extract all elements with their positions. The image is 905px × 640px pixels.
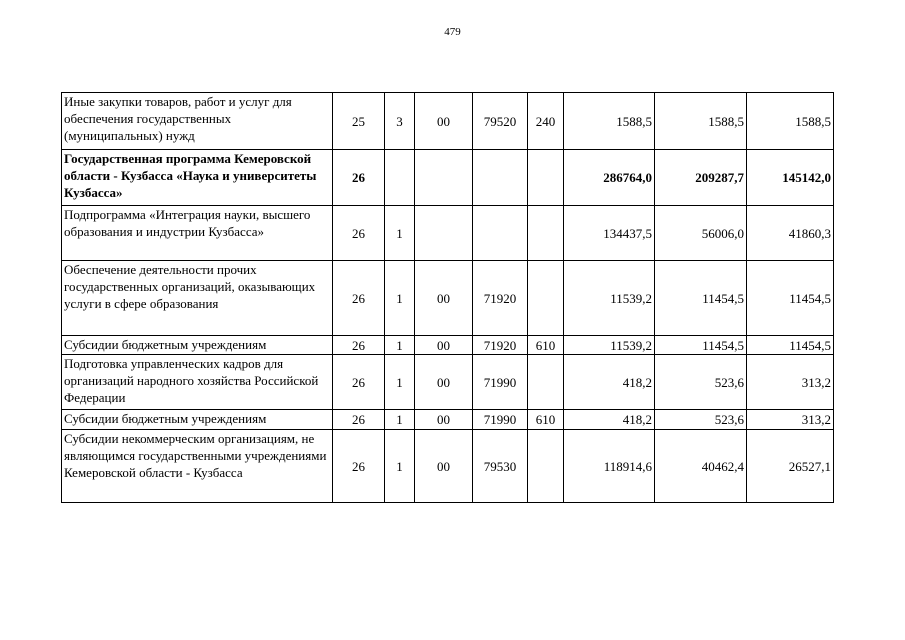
row-name: Субсидии бюджетным учреждениям xyxy=(62,336,333,355)
amount-year-1: 418,2 xyxy=(564,355,655,410)
amount-year-1: 134437,5 xyxy=(564,206,655,261)
amount-year-3: 41860,3 xyxy=(747,206,834,261)
row-name: Подготовка управленческих кадров для организаций народного хозяйства Российской Федерации xyxy=(62,355,333,410)
direction-code: 00 xyxy=(415,261,473,336)
amount-year-3: 313,2 xyxy=(747,355,834,410)
expense-type-code xyxy=(528,261,564,336)
target-code: 79530 xyxy=(473,430,528,503)
target-code xyxy=(473,150,528,206)
subprogram-code: 1 xyxy=(385,261,415,336)
page-number: 479 xyxy=(444,26,461,38)
subprogram-code xyxy=(385,150,415,206)
direction-code: 00 xyxy=(415,336,473,355)
program-code: 26 xyxy=(333,410,385,430)
row-name: Подпрограмма «Интеграция науки, высшего образования и индустрии Кузбасса» xyxy=(62,206,333,261)
expense-type-code: 610 xyxy=(528,336,564,355)
program-code: 26 xyxy=(333,206,385,261)
table-row xyxy=(62,355,834,410)
row-name: Государственная программа Кемеровской области - Кузбасса «Наука и университеты Кузбасса» xyxy=(62,150,333,206)
row-name: Иные закупки товаров, работ и услуг для обеспечения государственных (муниципальных) нужд xyxy=(62,93,333,150)
subprogram-code: 1 xyxy=(385,336,415,355)
amount-year-2: 209287,7 xyxy=(655,150,747,206)
amount-year-1: 11539,2 xyxy=(564,261,655,336)
subprogram-code: 1 xyxy=(385,355,415,410)
expense-type-code: 610 xyxy=(528,410,564,430)
subprogram-code: 3 xyxy=(385,93,415,150)
direction-code: 00 xyxy=(415,430,473,503)
expense-type-code xyxy=(528,430,564,503)
direction-code: 00 xyxy=(415,93,473,150)
subprogram-code: 1 xyxy=(385,410,415,430)
direction-code: 00 xyxy=(415,410,473,430)
target-code: 71990 xyxy=(473,410,528,430)
amount-year-3: 26527,1 xyxy=(747,430,834,503)
expense-type-code xyxy=(528,355,564,410)
target-code: 71920 xyxy=(473,336,528,355)
amount-year-2: 40462,4 xyxy=(655,430,747,503)
table-row xyxy=(62,261,834,336)
amount-year-3: 11454,5 xyxy=(747,261,834,336)
amount-year-1: 418,2 xyxy=(564,410,655,430)
direction-code xyxy=(415,150,473,206)
table-row xyxy=(62,410,834,430)
amount-year-2: 11454,5 xyxy=(655,336,747,355)
program-code: 26 xyxy=(333,150,385,206)
subprogram-code: 1 xyxy=(385,430,415,503)
amount-year-2: 56006,0 xyxy=(655,206,747,261)
expense-type-code: 240 xyxy=(528,93,564,150)
amount-year-2: 523,6 xyxy=(655,355,747,410)
amount-year-3: 1588,5 xyxy=(747,93,834,150)
amount-year-3: 11454,5 xyxy=(747,336,834,355)
target-code: 79520 xyxy=(473,93,528,150)
amount-year-1: 118914,6 xyxy=(564,430,655,503)
amount-year-3: 313,2 xyxy=(747,410,834,430)
program-code: 25 xyxy=(333,93,385,150)
target-code: 71920 xyxy=(473,261,528,336)
amount-year-2: 11454,5 xyxy=(655,261,747,336)
amount-year-1: 11539,2 xyxy=(564,336,655,355)
program-code: 26 xyxy=(333,355,385,410)
direction-code xyxy=(415,206,473,261)
row-name: Субсидии бюджетным учреждениям xyxy=(62,410,333,430)
amount-year-2: 1588,5 xyxy=(655,93,747,150)
row-name: Субсидии некоммерческим организациям, не являющимся государственными учреждениями Кемеровской области - Кузбасса xyxy=(62,430,333,503)
program-code: 26 xyxy=(333,430,385,503)
table-row xyxy=(62,430,834,503)
direction-code: 00 xyxy=(415,355,473,410)
amount-year-1: 1588,5 xyxy=(564,93,655,150)
program-code: 26 xyxy=(333,261,385,336)
expense-type-code xyxy=(528,206,564,261)
table-row xyxy=(62,150,834,206)
amount-year-3: 145142,0 xyxy=(747,150,834,206)
target-code xyxy=(473,206,528,261)
expense-type-code xyxy=(528,150,564,206)
subprogram-code: 1 xyxy=(385,206,415,261)
table-row xyxy=(62,93,834,150)
target-code: 71990 xyxy=(473,355,528,410)
table-row xyxy=(62,206,834,261)
amount-year-1: 286764,0 xyxy=(564,150,655,206)
budget-table xyxy=(61,92,834,503)
table-row xyxy=(62,336,834,355)
row-name: Обеспечение деятельности прочих государственных организаций, оказывающих услуги в сфере образования xyxy=(62,261,333,336)
program-code: 26 xyxy=(333,336,385,355)
amount-year-2: 523,6 xyxy=(655,410,747,430)
